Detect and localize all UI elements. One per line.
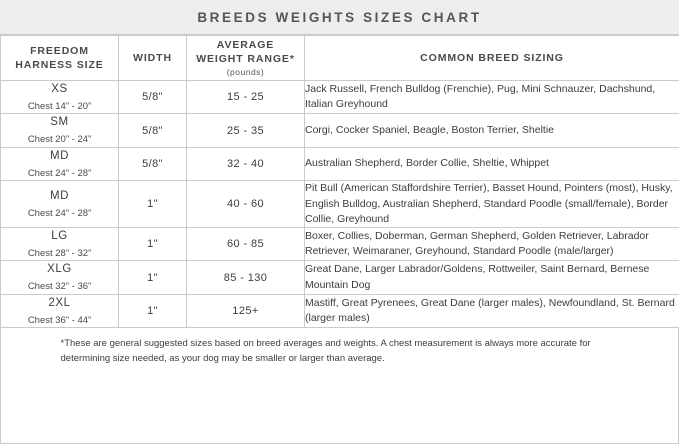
cell-width: 1" <box>119 261 187 294</box>
cell-breeds: Boxer, Collies, Doberman, German Shepherd, Golden Retriever, Labrador Retriever, Weimaraner, Greyhound, Standard Poodle (male/larger) <box>305 227 679 260</box>
cell-breeds: Corgi, Cocker Spaniel, Beagle, Boston Terrier, Sheltie <box>305 114 679 147</box>
cell-harness-size <box>1 81 119 114</box>
cell-weight-range: 60 - 85 <box>187 227 305 260</box>
cell-harness-size <box>1 114 119 147</box>
table-header <box>1 36 679 81</box>
table-row <box>1 227 679 260</box>
header-line-1: AVERAGE <box>216 38 275 51</box>
chart-title: BREEDS WEIGHTS SIZES CHART <box>0 0 679 35</box>
size-label: 2XL <box>48 296 71 309</box>
column-header-harness-size <box>1 36 119 81</box>
cell-width: 1" <box>119 227 187 260</box>
size-label: MD <box>49 189 70 202</box>
table-row <box>1 114 679 147</box>
header-line-2: HARNESS SIZE <box>15 59 104 71</box>
cell-weight-range: 25 - 35 <box>187 114 305 147</box>
cell-harness-size <box>1 147 119 180</box>
header-subtext-pounds: (pounds) <box>226 66 265 77</box>
cell-width: 1" <box>119 294 187 327</box>
cell-weight-range: 32 - 40 <box>187 147 305 180</box>
cell-harness-size <box>1 181 119 228</box>
cell-breeds: Great Dane, Larger Labrador/Goldens, Rottweiler, Saint Bernard, Bernese Mountain Dog <box>305 261 679 294</box>
column-header-average-weight-range <box>187 36 305 81</box>
size-label: SM <box>50 116 69 129</box>
chest-range: Chest 24” - 28” <box>27 207 92 219</box>
column-header-width <box>119 36 187 81</box>
cell-width: 5/8" <box>119 114 187 147</box>
table-body <box>1 81 679 328</box>
cell-harness-size <box>1 294 119 327</box>
header-line-1: FREEDOM <box>30 44 89 57</box>
cell-breeds: Pit Bull (American Staffordshire Terrier), Basset Hound, Pointers (most), Husky, English Bulldog, Australian Shepherd, Standard Poodle (small/female), Border Collie, Greyhound <box>305 181 679 228</box>
cell-harness-size <box>1 261 119 294</box>
cell-breeds: Mastiff, Great Pyrenees, Great Dane (larger males), Newfoundland, St. Bernard (larger males) <box>305 294 679 327</box>
size-label: MD <box>49 149 70 162</box>
cell-breeds: Australian Shepherd, Border Collie, Sheltie, Whippet <box>305 147 679 180</box>
size-label: XLG <box>47 263 72 276</box>
table-row <box>1 294 679 327</box>
footnote <box>0 328 679 444</box>
table-row <box>1 181 679 228</box>
chest-range: Chest 32” - 36” <box>27 281 92 293</box>
sizes-table <box>0 35 679 328</box>
chest-range: Chest 24” - 28” <box>27 167 92 179</box>
cell-breeds: Jack Russell, French Bulldog (Frenchie), Pug, Mini Schnauzer, Dachshund, Italian Greyhound <box>305 81 679 114</box>
cell-width: 5/8" <box>119 147 187 180</box>
size-label: LG <box>51 229 68 242</box>
cell-harness-size <box>1 227 119 260</box>
column-header-common-breed-sizing <box>305 36 679 81</box>
header-line-1: WIDTH <box>133 51 172 64</box>
header-line-1: COMMON BREED SIZING <box>420 51 564 64</box>
size-label: XS <box>51 83 68 95</box>
chest-range: Chest 20” - 24” <box>27 134 92 146</box>
cell-width: 1" <box>119 181 187 228</box>
table-row <box>1 81 679 114</box>
cell-weight-range: 15 - 25 <box>187 81 305 114</box>
chest-range: Chest 14” - 20” <box>27 100 92 112</box>
footnote-text: *These are general suggested sizes based on breed averages and weights. A chest measurement is always more accurate for determining size needed, as your dog may be smaller or larger than average. <box>60 338 591 364</box>
cell-width: 5/8" <box>119 81 187 114</box>
header-line-2: WEIGHT RANGE* <box>196 52 295 65</box>
cell-weight-range: 125+ <box>187 294 305 327</box>
chest-range: Chest 28” - 32” <box>27 247 92 259</box>
chest-range: Chest 36” - 44” <box>27 314 92 326</box>
cell-weight-range: 40 - 60 <box>187 181 305 228</box>
table-row <box>1 261 679 294</box>
table-row <box>1 147 679 180</box>
header-row <box>1 36 679 81</box>
cell-weight-range: 85 - 130 <box>187 261 305 294</box>
